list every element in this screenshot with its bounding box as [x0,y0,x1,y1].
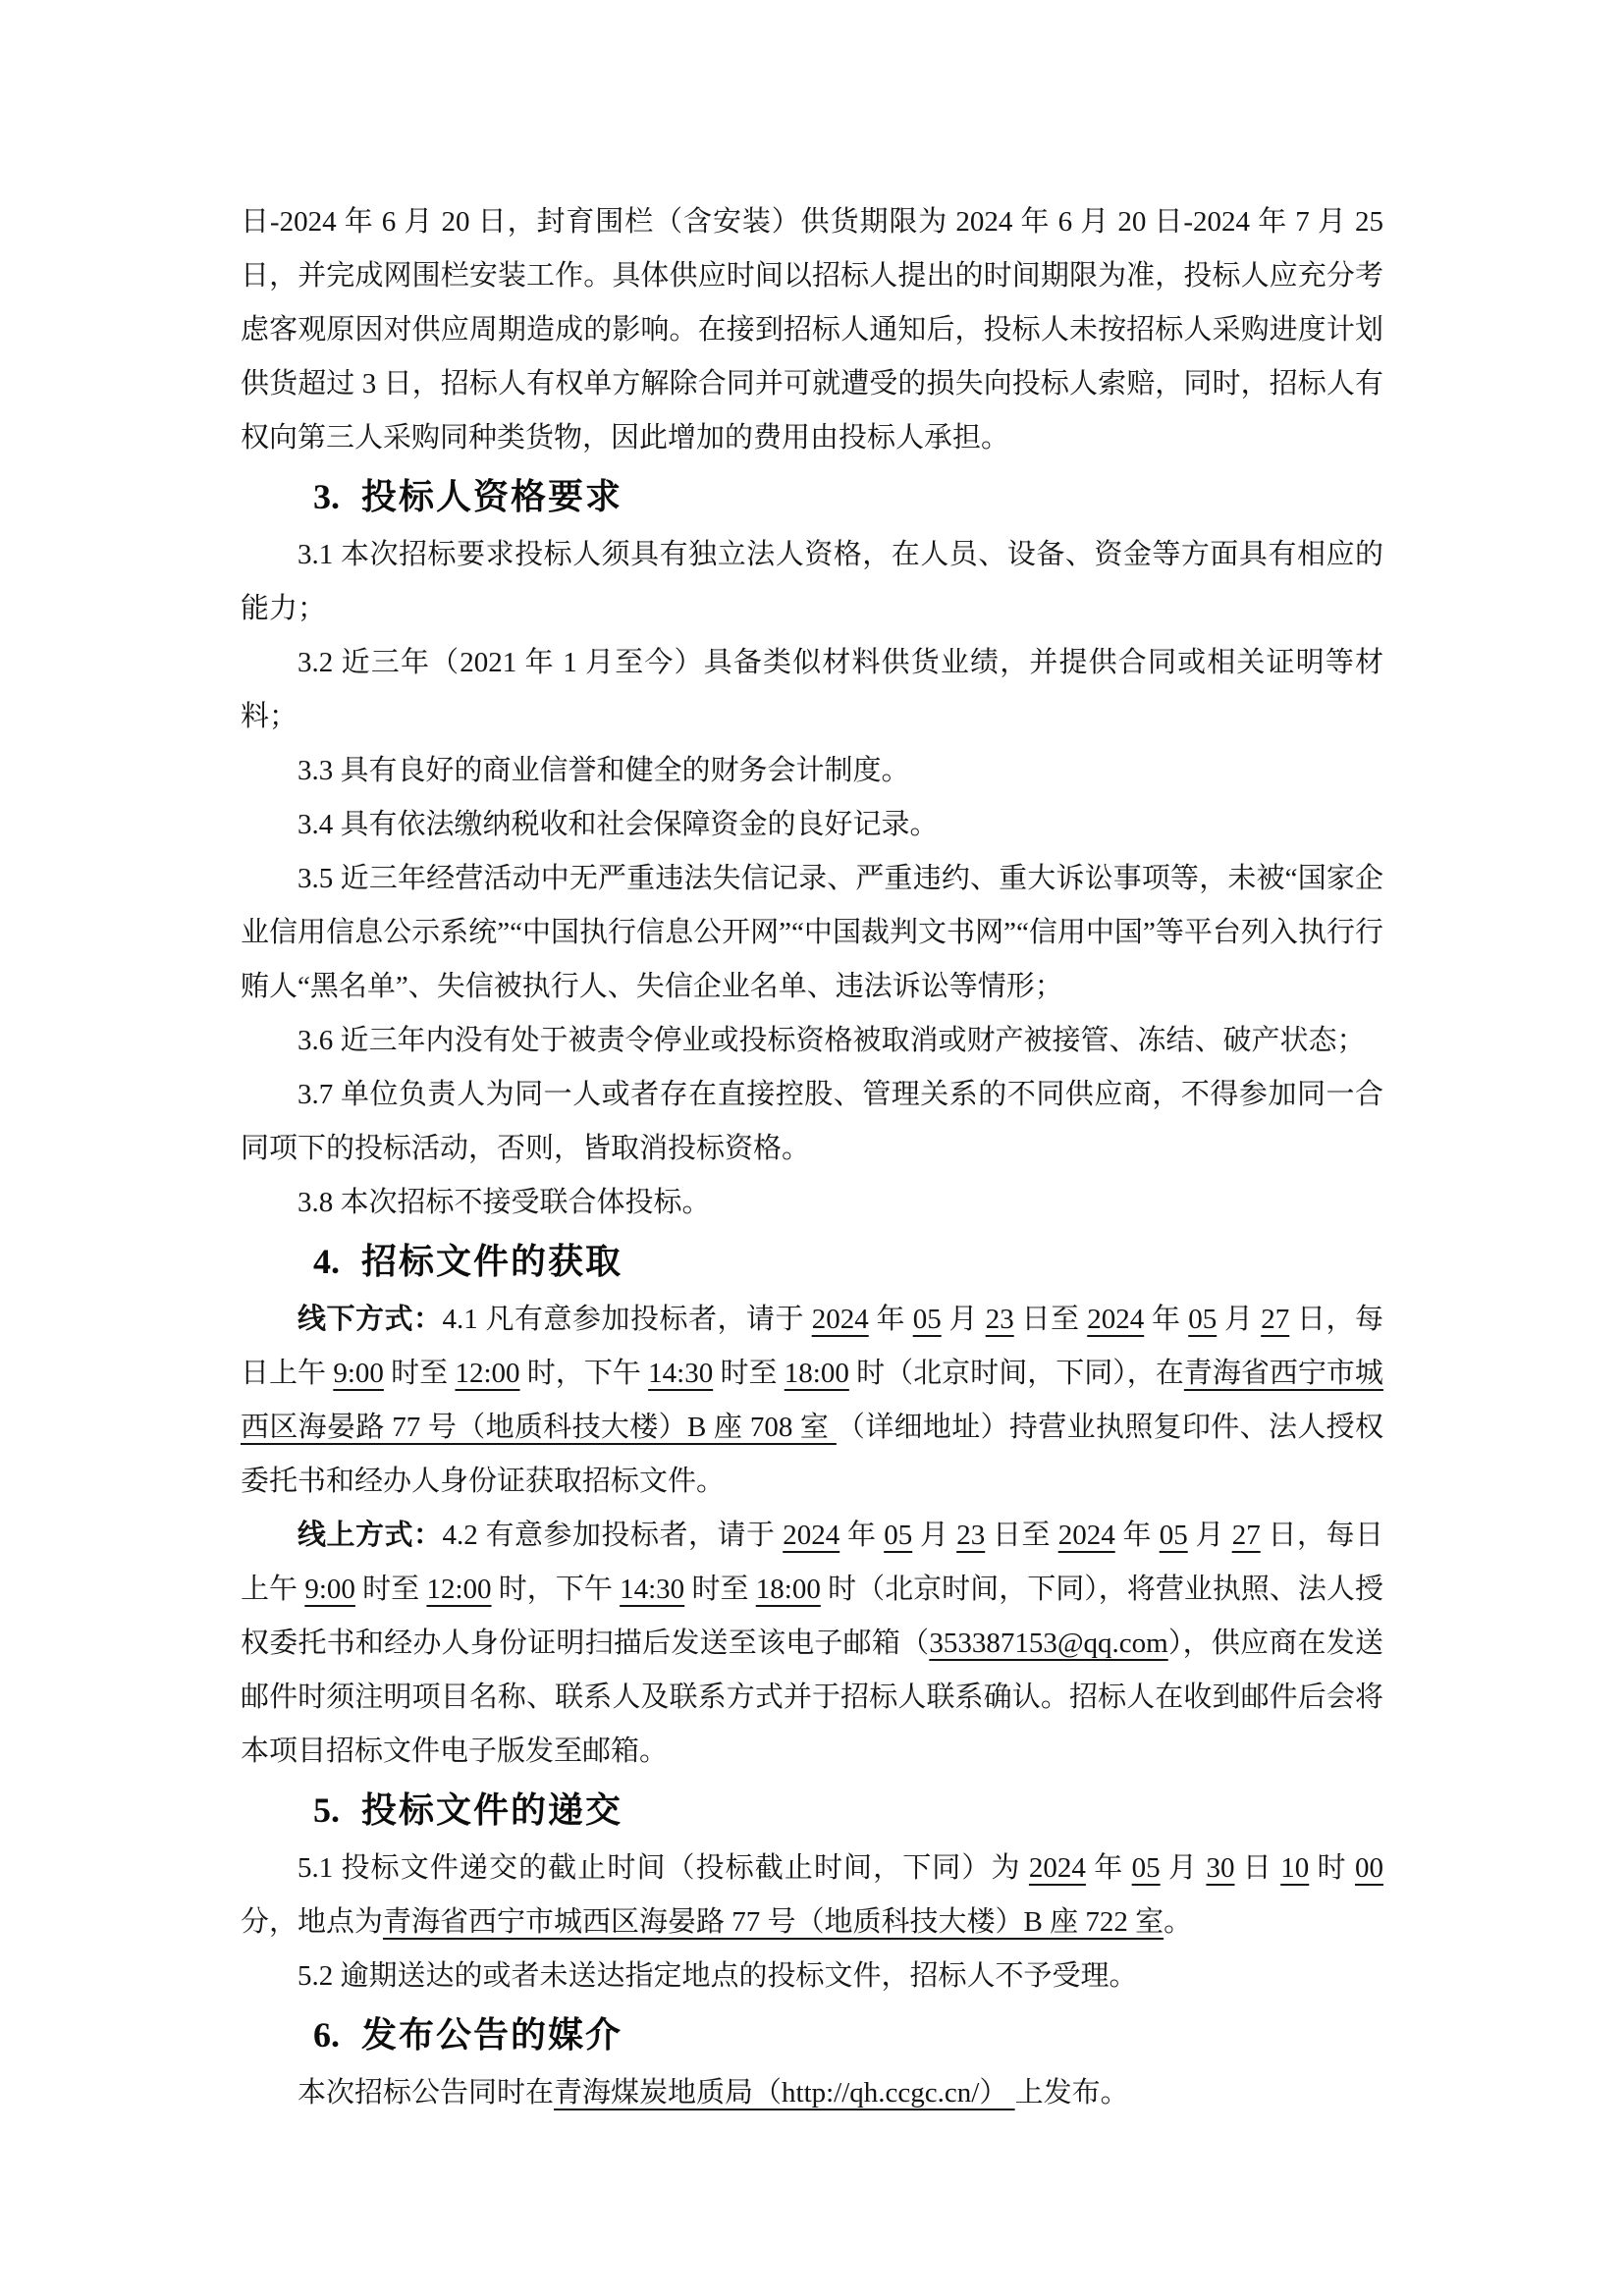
text-segment: 时 [1309,1852,1355,1884]
text-segment: 日至 [1013,1304,1088,1335]
text-segment: 2024 [1057,1520,1115,1551]
para-3-8 [241,1176,1383,1230]
document-body [241,195,1383,2120]
text-segment: 12:00 [455,1358,520,1389]
text-segment: 00 [1354,1852,1383,1884]
text-segment: 年 [839,1520,885,1551]
text-segment: 18:00 [755,1574,821,1605]
text-segment: 时，下午 [491,1574,621,1605]
text-segment: 年 [1114,1520,1160,1551]
text-segment: 2024 [1028,1852,1086,1884]
text-segment: 日-2024 年 6 月 20 日，封育围栏（含安装）供货期限为 2024 年 6 月 20 日-2024 年 7 月 25 日，并完成网围栏安装工作。具体供应时间以招标人提出的时间期限为准，投标人应充分考虑客观原因对供应周期造成的影响。在接到招标人通知后，投标人未按招标人采购进度计划供货超过 3 日，招标人有权单方解除合同并可就遭受的损失向投标人索赔，同时，招标人有权向第三人采购同种类货物，因此增加的费用由投标人承担。 [241,206,1383,454]
offline-method-label: 线下方式： [298,1304,443,1335]
heading-section-5-bid-submission-title: 投标文件的递交 [361,1789,623,1830]
text-segment: 2024 [811,1304,869,1335]
text-segment: 3.3 具有良好的商业信誉和健全的财务会计制度。 [298,755,910,786]
para-3-2 [241,636,1383,744]
para-6-1 [241,2066,1383,2120]
text-segment: 日，每日上午 [241,1304,1383,1389]
text-segment: 30 [1206,1852,1235,1884]
para-5-2 [241,1949,1383,2003]
para-3-5 [241,852,1383,1014]
para-4-1-offline-method [241,1293,1383,1509]
para-supply-period-continued [241,195,1383,465]
heading-section-4-obtaining-documents [241,1234,1383,1289]
text-segment: 05 [884,1520,913,1551]
text-segment: 2024 [783,1520,840,1551]
para-3-1 [241,528,1383,636]
pickup-address: 青海省西宁市城西区海晏路 77 号（地质科技大楼）B 座 708 室 [241,1358,1383,1443]
text-segment: 3.1 本次招标要求投标人须具有独立法人资格，在人员、设备、资金等方面具有相应的能力； [241,539,1383,624]
text-segment: （详细地址）持营业执照复印件、法人授权委托书和经办人身份证获取招标文件。 [241,1412,1383,1497]
text-segment: 3.5 近三年经营活动中无严重违法失信记录、严重违约、重大诉讼事项等，未被“国家企业信用信息公示系统”“中国执行信息公开网”“中国裁判文书网”“信用中国”等平台列入执行行贿人“黑名单”、失信被执行人、失信企业名单、违法诉讼等情形； [241,863,1383,1002]
text-segment: 05 [1159,1520,1188,1551]
submission-address: 青海省西宁市城西区海晏路 77 号（地质科技大楼）B 座 722 室 [383,1906,1164,1938]
text-segment: 4.1 凡有意参加投标者，请于 [442,1304,812,1335]
para-3-4 [241,798,1383,852]
text-segment: 日至 [985,1520,1058,1551]
text-segment: 年 [868,1304,913,1335]
text-segment: ），供应商在发送邮件时须注明项目名称、联系人及联系方式并于招标人联系确认。招标人在收到邮件后会将本项目招标文件电子版发至邮箱。 [241,1628,1383,1767]
para-3-7 [241,1068,1383,1176]
para-3-6 [241,1014,1383,1068]
text-segment: 时，下午 [519,1358,649,1389]
text-segment: 时（北京时间，下同），在 [848,1358,1184,1389]
text-segment: 月 [1187,1520,1232,1551]
text-segment: 18:00 [784,1358,849,1389]
text-segment: 23 [985,1304,1014,1335]
text-segment: 月 [1160,1852,1207,1884]
heading-section-4-obtaining-documents-number: 4. [313,1242,340,1281]
text-segment: 上发布。 [1014,2077,1129,2109]
text-segment: 10 [1280,1852,1310,1884]
text-segment: 4.2 有意参加投标者，请于 [442,1520,784,1551]
heading-section-5-bid-submission-number: 5. [313,1790,340,1830]
text-segment: 12:00 [426,1574,492,1605]
text-segment: 05 [912,1304,942,1335]
text-segment: 时至 [354,1574,427,1605]
heading-section-5-bid-submission [241,1783,1383,1838]
text-segment: 月 [1217,1304,1262,1335]
heading-section-3-bidder-qualifications [241,469,1383,524]
text-segment: 3.8 本次招标不接受联合体投标。 [298,1187,711,1218]
text-segment: 本次招标公告同时在 [298,2077,555,2109]
website-url: 青海煤炭地质局（http://qh.ccgc.cn/） [554,2077,1015,2109]
text-segment: 3.6 近三年内没有处于被责令停业或投标资格被取消或财产被接管、冻结、破产状态； [298,1025,1366,1056]
para-3-3 [241,744,1383,798]
text-segment: 27 [1261,1304,1290,1335]
text-segment: 3.4 具有依法缴纳税收和社会保障资金的良好记录。 [298,809,939,840]
text-segment: 14:30 [620,1574,685,1605]
text-segment: 2024 [1087,1304,1145,1335]
heading-section-6-announcement-media [241,2007,1383,2062]
heading-section-3-bidder-qualifications-title: 投标人资格要求 [361,476,623,516]
text-segment: 3.2 近三年（2021 年 1 月至今）具备类似材料供货业绩，并提供合同或相关证明等材料； [241,647,1383,732]
heading-section-4-obtaining-documents-title: 招标文件的获取 [361,1241,623,1281]
text-segment: 时至 [383,1358,456,1389]
text-segment: 05 [1188,1304,1218,1335]
text-segment: 5.2 逾期送达的或者未送达指定地点的投标文件，招标人不予受理。 [298,1960,1138,1992]
text-segment: 27 [1231,1520,1261,1551]
para-5-1 [241,1842,1383,1949]
text-segment: 14:30 [648,1358,714,1389]
text-segment: 年 [1144,1304,1189,1335]
para-4-2-online-method [241,1509,1383,1779]
heading-section-6-announcement-media-title: 发布公告的媒介 [361,2014,623,2055]
text-segment: 月 [912,1520,957,1551]
online-method-label: 线上方式： [298,1520,443,1551]
text-segment: 05 [1131,1852,1161,1884]
text-segment: 时至 [684,1574,756,1605]
text-segment: 23 [956,1520,986,1551]
text-segment: 分，地点为 [241,1906,384,1938]
text-segment: 日，每日上午 [241,1520,1383,1605]
text-segment: 9:00 [333,1358,384,1389]
email-address: 353387153@qq.com [929,1628,1168,1659]
text-segment: 时（北京时间，下同），将营业执照、法人授权委托书和经办人身份证明扫描后发送至该电子邮箱（ [241,1574,1383,1659]
text-segment: 5.1 投标文件递交的截止时间（投标截止时间，下同）为 [298,1852,1029,1884]
text-segment: 月 [941,1304,986,1335]
text-segment: 时至 [713,1358,785,1389]
text-segment: 3.7 单位负责人为同一人或者存在直接控股、管理关系的不同供应商，不得参加同一合同项下的投标活动，否则，皆取消投标资格。 [241,1079,1383,1164]
text-segment: 日 [1234,1852,1281,1884]
heading-section-6-announcement-media-number: 6. [313,2015,340,2055]
text-segment: 年 [1085,1852,1132,1884]
text-segment: 。 [1164,1906,1193,1938]
heading-section-3-bidder-qualifications-number: 3. [313,477,340,516]
text-segment: 9:00 [304,1574,355,1605]
